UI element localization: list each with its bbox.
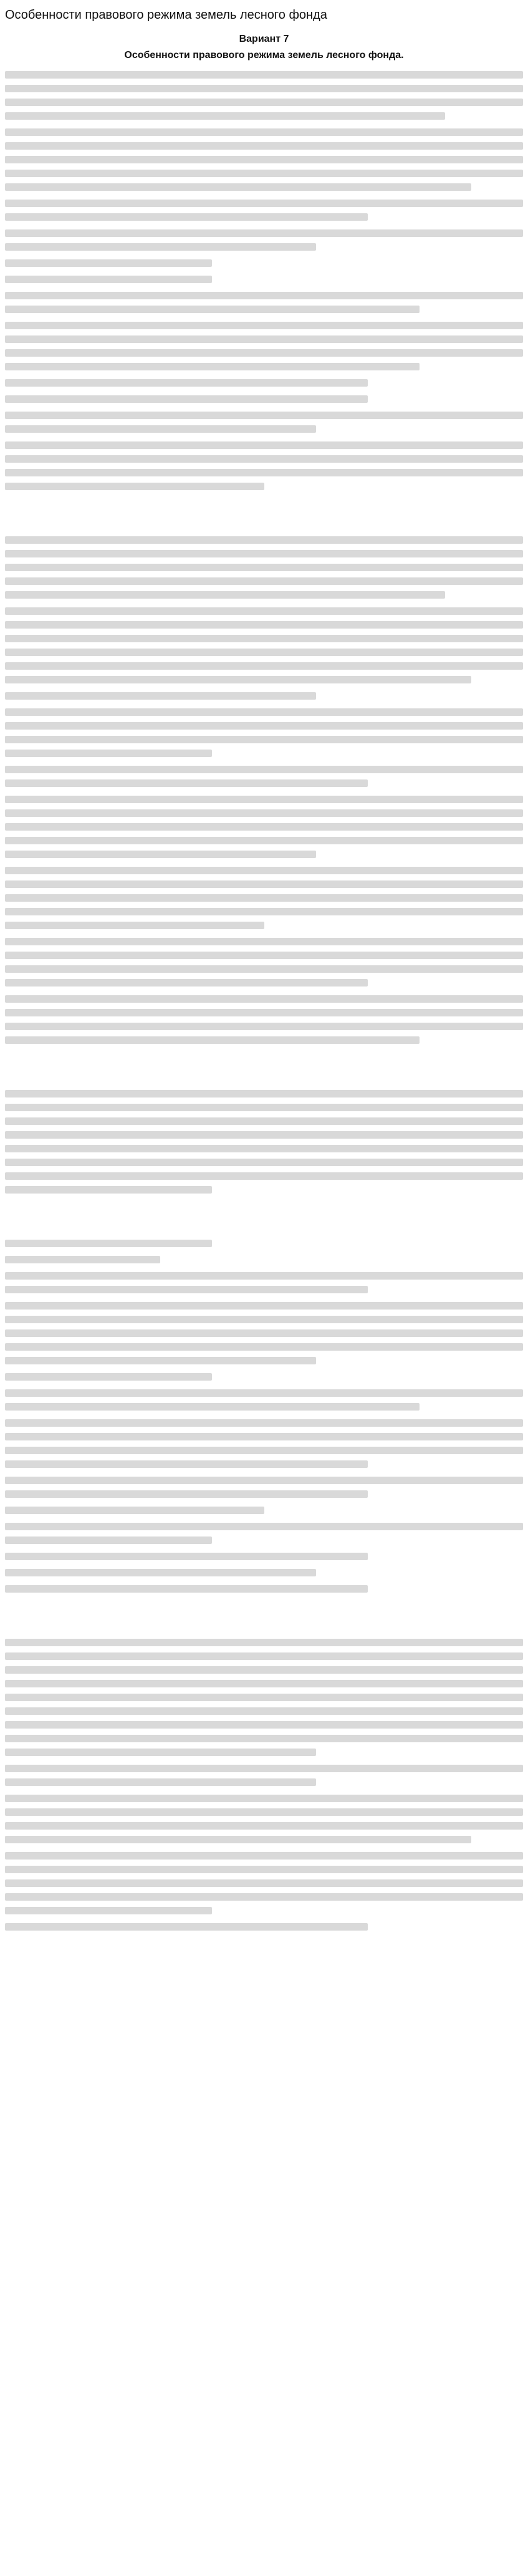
paragraph-placeholder: [5, 1639, 523, 1756]
paragraph-placeholder: [5, 276, 523, 283]
paragraph-placeholder: [5, 1419, 523, 1468]
paragraph-placeholder: [5, 1852, 523, 1914]
document-body: [5, 71, 523, 1931]
paragraph-placeholder: [5, 1523, 523, 1544]
paragraph-placeholder: [5, 1507, 523, 1514]
paragraph-placeholder: [5, 395, 523, 403]
paragraph-placeholder: [5, 867, 523, 929]
paragraph-placeholder: [5, 1302, 523, 1364]
paragraph-placeholder: [5, 412, 523, 433]
paragraph-placeholder: [5, 200, 523, 221]
variant-heading: Вариант 7: [239, 34, 289, 44]
paragraph-placeholder: [5, 1553, 523, 1560]
paragraph-placeholder: [5, 441, 523, 490]
paragraph-placeholder: [5, 1373, 523, 1381]
paragraph-placeholder: [5, 128, 523, 191]
paragraph-placeholder: [5, 292, 523, 313]
paragraph-placeholder: [5, 1090, 523, 1194]
paragraph-placeholder: [5, 607, 523, 683]
paragraph-placeholder: [5, 1795, 523, 1843]
paragraph-placeholder: [5, 1389, 523, 1411]
paragraph-placeholder: [5, 379, 523, 387]
paragraph-placeholder: [5, 1272, 523, 1293]
paragraph-placeholder: [5, 938, 523, 987]
paragraph-placeholder: [5, 1240, 523, 1247]
page-title: Особенности правового режима земель лесного фонда: [5, 8, 327, 22]
document-subtitle: Особенности правового режима земель лесного фонда.: [124, 50, 404, 60]
paragraph-placeholder: [5, 229, 523, 251]
paragraph-placeholder: [5, 71, 523, 120]
paragraph-placeholder: [5, 259, 523, 267]
paragraph-placeholder: [5, 1765, 523, 1786]
paragraph-placeholder: [5, 322, 523, 370]
paragraph-placeholder: [5, 995, 523, 1044]
paragraph-placeholder: [5, 1923, 523, 1931]
paragraph-placeholder: [5, 1477, 523, 1498]
paragraph-placeholder: [5, 1585, 523, 1593]
paragraph-placeholder: [5, 692, 523, 700]
paragraph-placeholder: [5, 1256, 523, 1263]
paragraph-placeholder: [5, 536, 523, 599]
paragraph-placeholder: [5, 708, 523, 757]
paragraph-placeholder: [5, 766, 523, 787]
paragraph-placeholder: [5, 796, 523, 858]
paragraph-placeholder: [5, 1569, 523, 1576]
